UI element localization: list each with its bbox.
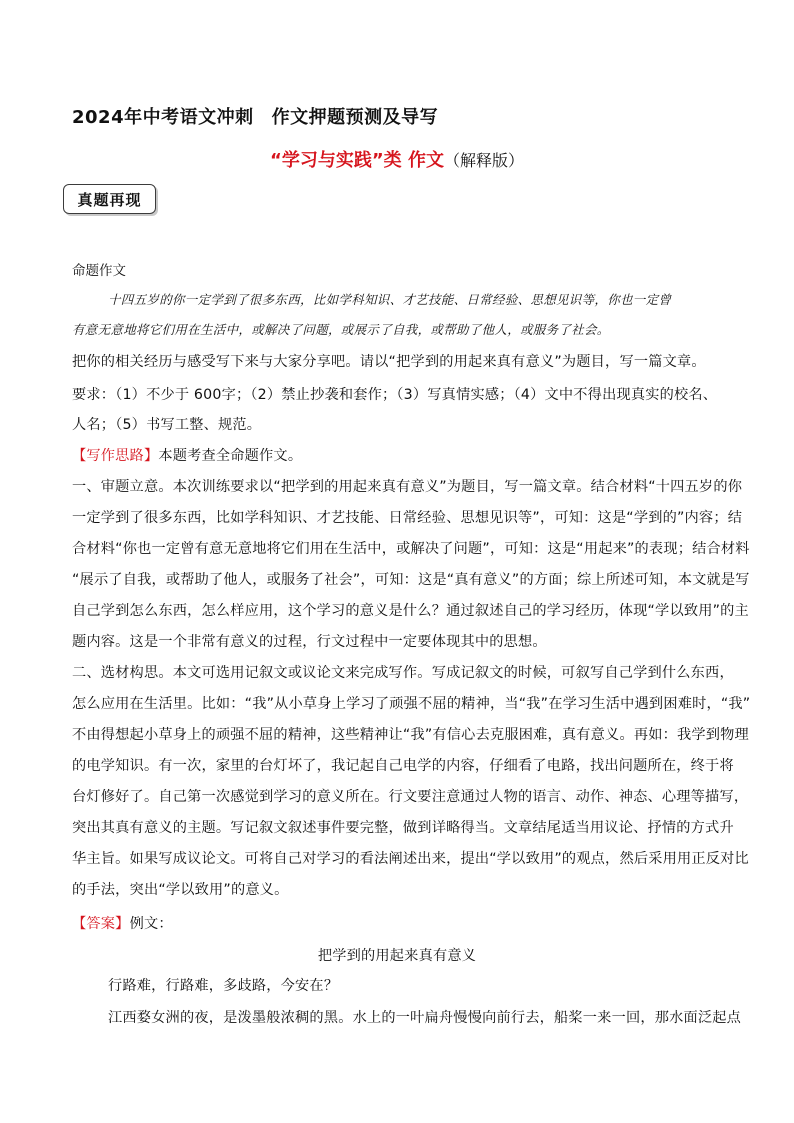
document-subtitle: [0, 146, 794, 172]
subtitle-note: （解释版）: [443, 151, 524, 170]
analysis-heading: [72, 445, 302, 465]
analysis-line: 华主旨。如果写成议论文。可将自己对学习的看法阐述出来，提出“学以致用”的观点，然后采用用正反对比: [72, 851, 749, 867]
essay-paragraph: 江西婺女洲的夜，是泼墨般浓稠的黑。水上的一叶扁舟慢慢向前行去，船桨一来一回，那水面泛起点: [108, 1010, 742, 1026]
essay-title: 把学到的用起来真有意义: [317, 948, 477, 964]
analysis-line: “展示了自我，或帮助了他人，或服务了社会”，可知：这是“真有意义”的方面；综上所述可知，本文就是写: [72, 572, 750, 588]
prompt-line: 人名；（5）书写工整、规范。: [72, 417, 262, 433]
analysis-line: 题内容。这是一个非常有意义的过程，行文过程中一定要体现其中的思想。: [72, 634, 547, 650]
answer-intro: 例文：: [129, 916, 173, 932]
prompt-handwriting-line2: 有意无意地将它们用在生活中，或解决了问题，或展示了自我，或帮助了他人，或服务了社会。: [72, 322, 610, 337]
analysis-line: 的手法，突出“学以致用”的意义。: [72, 882, 289, 898]
prompt-handwriting-line1: 十四五岁的你一定学到了很多东西，比如学科知识、才艺技能、日常经验、思想见识等，你也一定曾: [108, 292, 672, 307]
title-part1: 2024年中考语文冲刺: [72, 107, 254, 128]
analysis-line: 合材料“你也一定曾有意无意地将它们用在生活中，或解决了问题”，可知：这是“用起来”的表现；结合材料: [72, 541, 750, 557]
analysis-line: 突出其真有意义的主题。写记叙文叙述事件要完整，做到详略得当。文章结尾适当用议论、抒情的方式升: [72, 820, 734, 836]
essay-paragraph: 行路难，行路难，多歧路，今安在？: [108, 978, 339, 994]
section-badge: 真题再现: [63, 184, 156, 214]
prompt-label: 命题作文: [72, 263, 126, 279]
analysis-tag: 【写作思路】: [72, 448, 159, 464]
analysis-line: 一、审题立意。本次训练要求以“把学到的用起来真有意义”为题目，写一篇文章。结合材料“十四五岁的你: [72, 479, 743, 495]
title-part2: 作文押题预测及导写: [271, 107, 439, 128]
analysis-line: 怎么应用在生活里。比如：“我”从小草身上学习了顽强不屈的精神，当“我”在学习生活中遇到困难时，“我”: [72, 696, 751, 712]
analysis-line: 二、选材构思。本文可选用记叙文或议论文来完成写作。写成记叙文的时候，可叙写自己学到什么东西，: [72, 665, 734, 681]
analysis-line: 自己学到怎么东西，怎么样应用，这个学习的意义是什么？通过叙述自己的学习经历，体现“学以致用”的主: [72, 603, 749, 619]
analysis-intro: 本题考查全命题作文。: [158, 448, 303, 464]
answer-tag: 【答案】: [72, 916, 130, 932]
prompt-line: 把你的相关经历与感受写下来与大家分享吧。请以“把学到的用起来真有意义”为题目，写一篇文章。: [72, 354, 706, 370]
subtitle-red: “学习与实践”类 作文: [270, 150, 444, 171]
analysis-line: 台灯修好了。自己第一次感觉到学习的意义所在。行文要注意通过人物的语言、动作、神态、心理等描写，: [72, 789, 749, 805]
document-title: [72, 103, 438, 129]
analysis-line: 不由得想起小草身上的顽强不屈的精神，这些精神让“我”有信心去克服困难，真有意义。再如：我学到物理: [72, 727, 749, 743]
analysis-line: 的电学知识。有一次，家里的台灯坏了，我记起自己电学的内容，仔细看了电路，找出问题所在，终于将: [72, 758, 734, 774]
analysis-line: 一定学到了很多东西，比如学科知识、才艺技能、日常经验、思想见识等”，可知：这是“学到的”内容；结: [72, 510, 743, 526]
answer-heading: [72, 913, 173, 933]
prompt-line: 要求：（1）不少于 600字；（2）禁止抄袭和套作；（3）写真情实感；（4）文中不得出现真实的校名、: [72, 387, 718, 403]
